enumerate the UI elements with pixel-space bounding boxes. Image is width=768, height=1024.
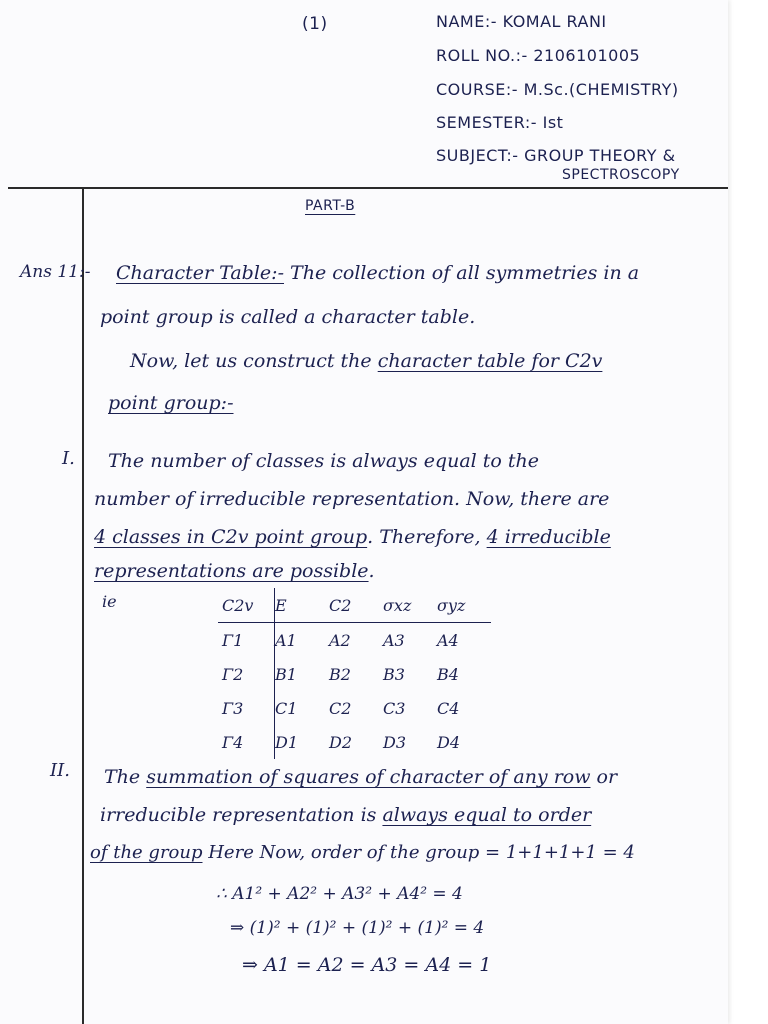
table-header-cell: σxz	[383, 588, 437, 623]
rule-1-line-3-mid: . Therefore,	[367, 526, 481, 548]
subject-line-1: SUBJECT:- GROUP THEORY &	[436, 146, 676, 165]
rule-1-line-2: number of irreducible representation. Now, there are	[94, 488, 610, 510]
table-cell: B4	[437, 664, 459, 684]
answer-line-3-underlined: character table for C2v	[377, 350, 603, 372]
rule-1-underline-2: 4 irreducible	[486, 526, 611, 548]
table-header-row	[218, 588, 491, 623]
course: COURSE:- M.Sc.(CHEMISTRY)	[436, 80, 679, 99]
table-cell: Γ3	[218, 691, 275, 725]
table-cell: B2	[329, 664, 351, 684]
semester: SEMESTER:- Ist	[436, 113, 564, 132]
rule-1-line-3	[94, 526, 611, 548]
table-cell: C4	[437, 698, 460, 718]
character-table-term: Character Table:-	[116, 262, 284, 284]
equation-2: ⇒ (1)² + (1)² + (1)² + (1)² = 4	[230, 918, 485, 938]
table-row	[218, 623, 491, 658]
equation-3: ⇒ A1 = A2 = A3 = A4 = 1	[242, 954, 492, 976]
table-header-cell: C2v	[218, 588, 275, 623]
header-divider	[8, 187, 728, 189]
rule-2-line-2-start: irreducible representation is	[100, 804, 377, 826]
table-cell: D3	[383, 732, 407, 752]
table-cell: Γ4	[218, 725, 275, 759]
page-number: (1)	[302, 14, 328, 34]
table-cell: D4	[437, 732, 461, 752]
rule-2-line-1-start: The	[104, 766, 141, 788]
table-row	[218, 691, 491, 725]
table-cell: A2	[329, 630, 351, 650]
rule-2-line-3	[90, 842, 635, 863]
rule-2-line-1-end: or	[596, 766, 618, 788]
rule-2-underline-2: always equal to order	[382, 804, 592, 826]
margin-line	[82, 188, 84, 1024]
table-cell: B3	[383, 664, 405, 684]
part-title: PART-B	[305, 198, 356, 214]
table-row	[218, 725, 491, 759]
answer-label: Ans 11:-	[20, 262, 91, 282]
rule-2-underline-3: of the group	[90, 842, 203, 863]
table-header-cell: σyz	[437, 588, 491, 623]
table-cell: C3	[383, 698, 406, 718]
rule-1-line-4-end: .	[368, 560, 375, 582]
character-table	[218, 588, 491, 759]
rule-2-numeral: II.	[50, 760, 70, 781]
rule-2-line-2	[100, 804, 591, 826]
table-header-cell: C2	[329, 588, 383, 623]
table-cell: C1	[275, 698, 298, 718]
student-name: NAME:- KOMAL RANI	[436, 12, 607, 31]
rule-2-line-1	[104, 766, 617, 788]
rule-2-underline-1: summation of squares of character of any row	[146, 766, 591, 788]
table-cell: D2	[329, 732, 353, 752]
table-cell: Γ2	[218, 657, 275, 691]
rule-1-line-1: The number of classes is always equal to the	[108, 450, 540, 472]
table-header-cell: E	[275, 588, 330, 623]
table-cell: B1	[275, 664, 297, 684]
rule-1-underline-1: 4 classes in C2v point group	[94, 526, 368, 548]
equation-1: ∴ A1² + A2² + A3² + A4² = 4	[216, 884, 463, 904]
rule-1-numeral: I.	[62, 448, 75, 469]
ie-label: ie	[102, 592, 117, 611]
answer-line-2: point group is called a character table.	[100, 306, 476, 328]
subject-line-2: SPECTROSCOPY	[562, 167, 680, 183]
rule-1-underline-3: representations are possible	[94, 560, 369, 582]
table-cell: A1	[275, 630, 297, 650]
table-cell: D1	[275, 732, 299, 752]
table-cell: A4	[437, 630, 459, 650]
roll-number: ROLL NO.:- 2106101005	[436, 46, 641, 65]
table-cell: Γ1	[218, 623, 275, 658]
answer-line-1	[116, 262, 639, 284]
table-row	[218, 657, 491, 691]
answer-line-3-text: Now, let us construct the	[130, 350, 372, 372]
answer-line-4: point group:-	[108, 392, 234, 414]
answer-line-3	[130, 350, 602, 372]
rule-1-line-4	[94, 560, 375, 582]
table-cell: C2	[329, 698, 352, 718]
rule-2-line-3-end: Here Now, order of the group = 1+1+1+1 = 4	[208, 842, 635, 863]
answer-line-1-text: The collection of all symmetries in a	[290, 262, 640, 284]
table-cell: A3	[383, 630, 405, 650]
